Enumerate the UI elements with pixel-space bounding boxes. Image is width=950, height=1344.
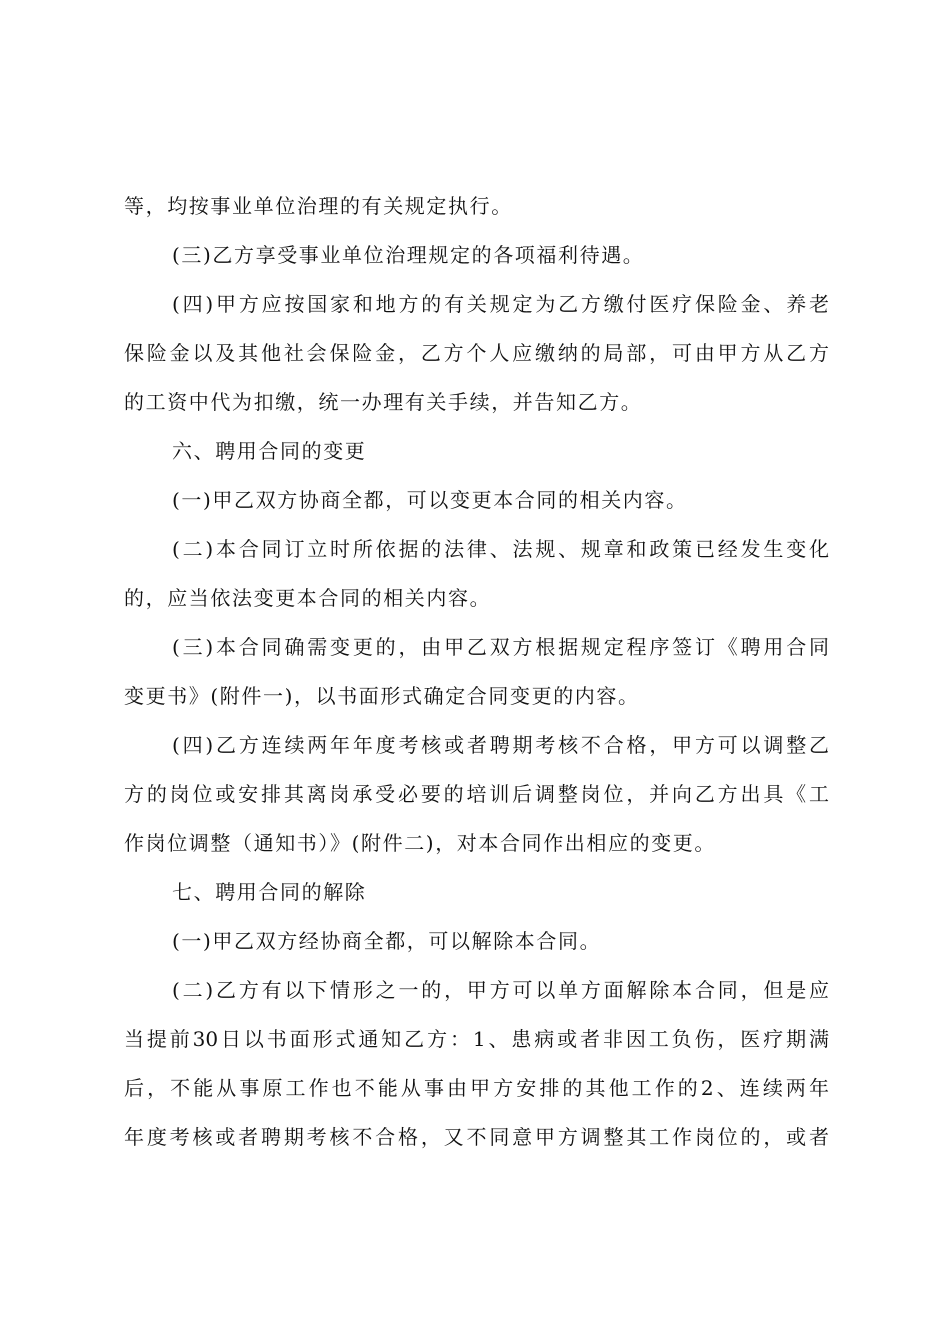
text-line-10: (三)本合同确需变更的，由甲乙双方根据规定程序签订《聘用合同 [172, 635, 829, 659]
text-line-14: 作岗位调整（通知书）》(附件二)，对本合同作出相应的变更。 [124, 831, 717, 855]
text-line-18: 当提前30日以书面形式通知乙方：1、患病或者非因工负伤，医疗期满 [124, 1027, 829, 1051]
text-line-20: 年度考核或者聘期考核不合格，又不同意甲方调整其工作岗位的，或者 [124, 1125, 829, 1149]
text-line-9: 的，应当依法变更本合同的相关内容。 [124, 586, 492, 610]
text-line-12: (四)乙方连续两年年度考核或者聘期考核不合格，甲方可以调整乙 [172, 733, 829, 757]
text-line-1: 等，均按事业单位治理的有关规定执行。 [124, 194, 513, 218]
section-heading-7: 七、聘用合同的解除 [172, 880, 367, 904]
text-line-13: 方的岗位或安排其离岗承受必要的培训后调整岗位，并向乙方出具《工 [124, 782, 829, 806]
text-line-16: (一)甲乙双方经协商全都，可以解除本合同。 [172, 929, 602, 953]
text-line-4: 保险金以及其他社会保险金，乙方个人应缴纳的局部，可由甲方从乙方 [124, 341, 829, 365]
text-line-8: (二)本合同订立时所依据的法律、法规、规章和政策已经发生变化 [172, 537, 829, 561]
text-line-19: 后，不能从事原工作也不能从事由甲方安排的其他工作的2、连续两年 [124, 1076, 829, 1100]
text-line-7: (一)甲乙双方协商全都，可以变更本合同的相关内容。 [172, 488, 688, 512]
section-heading-6: 六、聘用合同的变更 [172, 439, 367, 463]
text-line-2: (三)乙方享受事业单位治理规定的各项福利待遇。 [172, 243, 645, 267]
text-line-17: (二)乙方有以下情形之一的，甲方可以单方面解除本合同，但是应 [172, 978, 829, 1002]
text-line-3: (四)甲方应按国家和地方的有关规定为乙方缴付医疗保险金、养老 [172, 292, 829, 316]
text-line-11: 变更书》(附件一)，以书面形式确定合同变更的内容。 [124, 684, 640, 708]
text-line-5: 的工资中代为扣缴，统一办理有关手续，并告知乙方。 [124, 390, 643, 414]
